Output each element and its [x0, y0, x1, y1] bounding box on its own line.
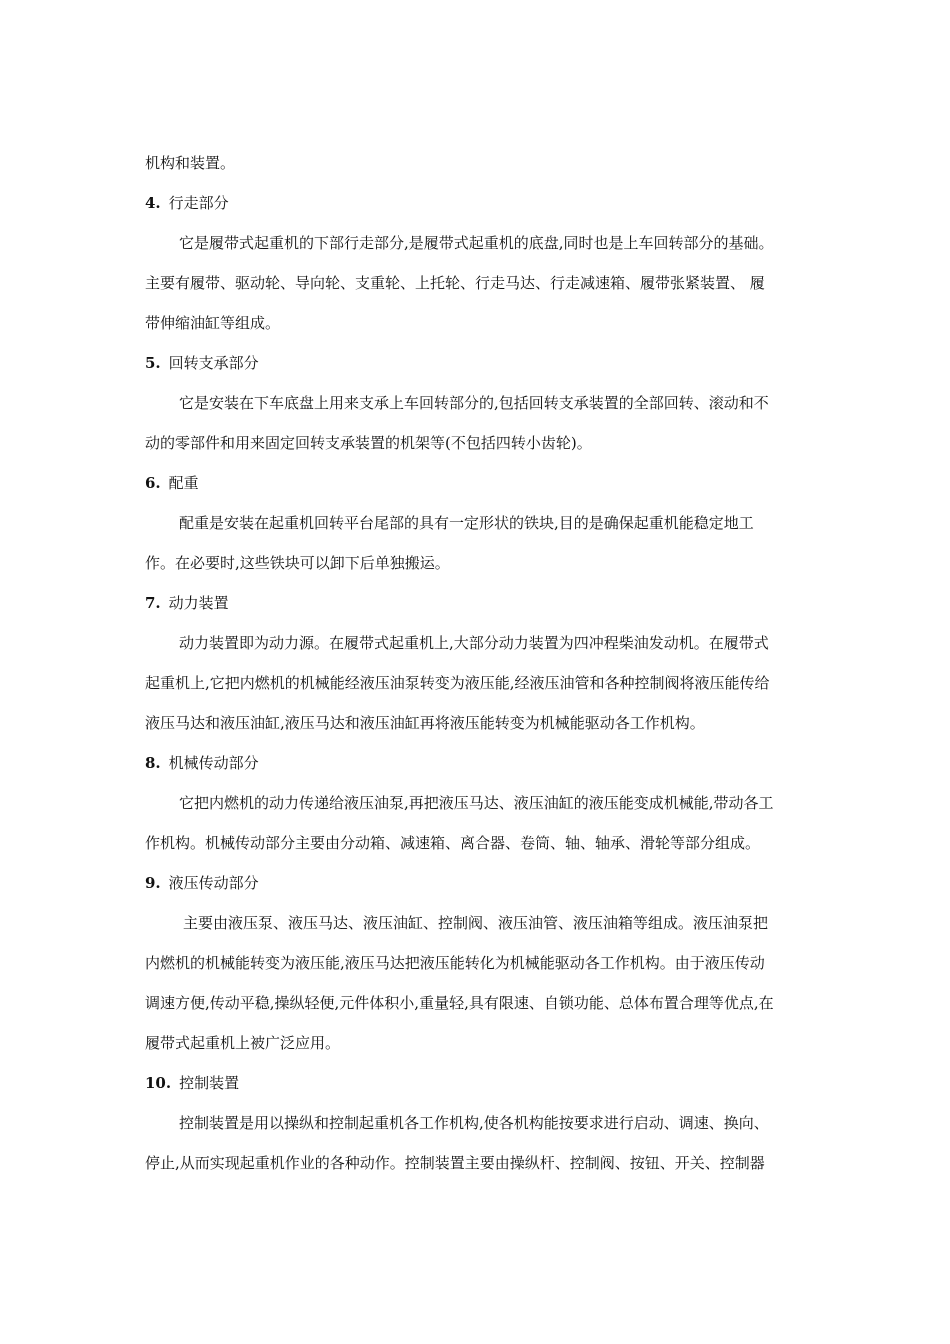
section-heading-10: [145, 1063, 810, 1103]
paragraph-line: 控制装置是用以操纵和控制起重机各工作机构,使各机构能按要求进行启动、调速、换向、: [179, 1114, 769, 1132]
section-title: 动力装置: [168, 594, 229, 612]
section-title: 液压传动部分: [168, 874, 259, 892]
paragraph-line: 内燃机的机械能转变为液压能,液压马达把液压能转化为机械能驱动各工作机构。由于液压传动: [145, 954, 765, 972]
section-heading-4: [145, 183, 810, 223]
section-title: 行走部分: [168, 194, 229, 212]
paragraph-line: 起重机上,它把内燃机的机械能经液压油泵转变为液压能,经液压油管和各种控制阀将液压能传给: [145, 674, 770, 692]
paragraph-line: 作机构。机械传动部分主要由分动箱、减速箱、离合器、卷筒、轴、轴承、滑轮等部分组成。: [145, 834, 761, 852]
section-heading-5: [145, 343, 810, 383]
section-heading-7: [145, 583, 810, 623]
section-heading-8: [145, 743, 810, 783]
paragraph-line: 动力装置即为动力源。在履带式起重机上,大部分动力装置为四冲程柴油发动机。在履带式: [179, 634, 769, 652]
document-body: [145, 143, 810, 1183]
section-heading-9: [145, 863, 810, 903]
section-title: 机械传动部分: [168, 754, 259, 772]
section-title: 配重: [168, 474, 199, 492]
paragraph-line: 动的零部件和用来固定回转支承装置的机架等(不包括四转小齿轮)。: [145, 434, 592, 452]
paragraph-line: 主要有履带、驱动轮、导向轮、支重轮、上托轮、行走马达、行走减速箱、履带张紧装置、 履: [145, 274, 765, 292]
continuation-line: 机构和装置。: [145, 154, 236, 172]
section-number: 5.: [145, 354, 161, 372]
paragraph-line: 停止,从而实现起重机作业的各种动作。控制装置主要由操纵杆、控制阀、按钮、开关、控制器: [145, 1154, 765, 1172]
section-number: 7.: [145, 594, 161, 612]
section-number: 4.: [145, 194, 161, 212]
paragraph-line: 它把内燃机的动力传递给液压油泵,再把液压马达、液压油缸的液压能变成机械能,带动各工: [179, 794, 774, 812]
paragraph-line: 主要由液压泵、液压马达、液压油缸、控制阀、液压油管、液压油箱等组成。液压油泵把: [183, 914, 769, 932]
paragraph-line: 它是安装在下车底盘上用来支承上车回转部分的,包括回转支承装置的全部回转、滚动和不: [179, 394, 769, 412]
paragraph-line: 液压马达和液压油缸,液压马达和液压油缸再将液压能转变为机械能驱动各工作机构。: [145, 714, 705, 732]
section-title: 回转支承部分: [168, 354, 259, 372]
paragraph-line: 它是履带式起重机的下部行走部分,是履带式起重机的底盘,同时也是上车回转部分的基础。: [179, 234, 774, 252]
section-title: 控制装置: [179, 1074, 240, 1092]
paragraph-line: 履带式起重机上被广泛应用。: [145, 1034, 341, 1052]
paragraph-line: 带伸缩油缸等组成。: [145, 314, 281, 332]
paragraph-line: 作。在必要时,这些铁块可以卸下后单独搬运。: [145, 554, 450, 572]
section-number: 6.: [145, 474, 161, 492]
section-number: 10.: [145, 1074, 172, 1092]
section-number: 8.: [145, 754, 161, 772]
section-number: 9.: [145, 874, 161, 892]
section-heading-6: [145, 463, 810, 503]
paragraph-line: 调速方便,传动平稳,操纵轻便,元件体积小,重量轻,具有限速、自锁功能、总体布置合理等优点,在: [145, 994, 774, 1012]
paragraph-line: 配重是安装在起重机回转平台尾部的具有一定形状的铁块,目的是确保起重机能稳定地工: [179, 514, 754, 532]
